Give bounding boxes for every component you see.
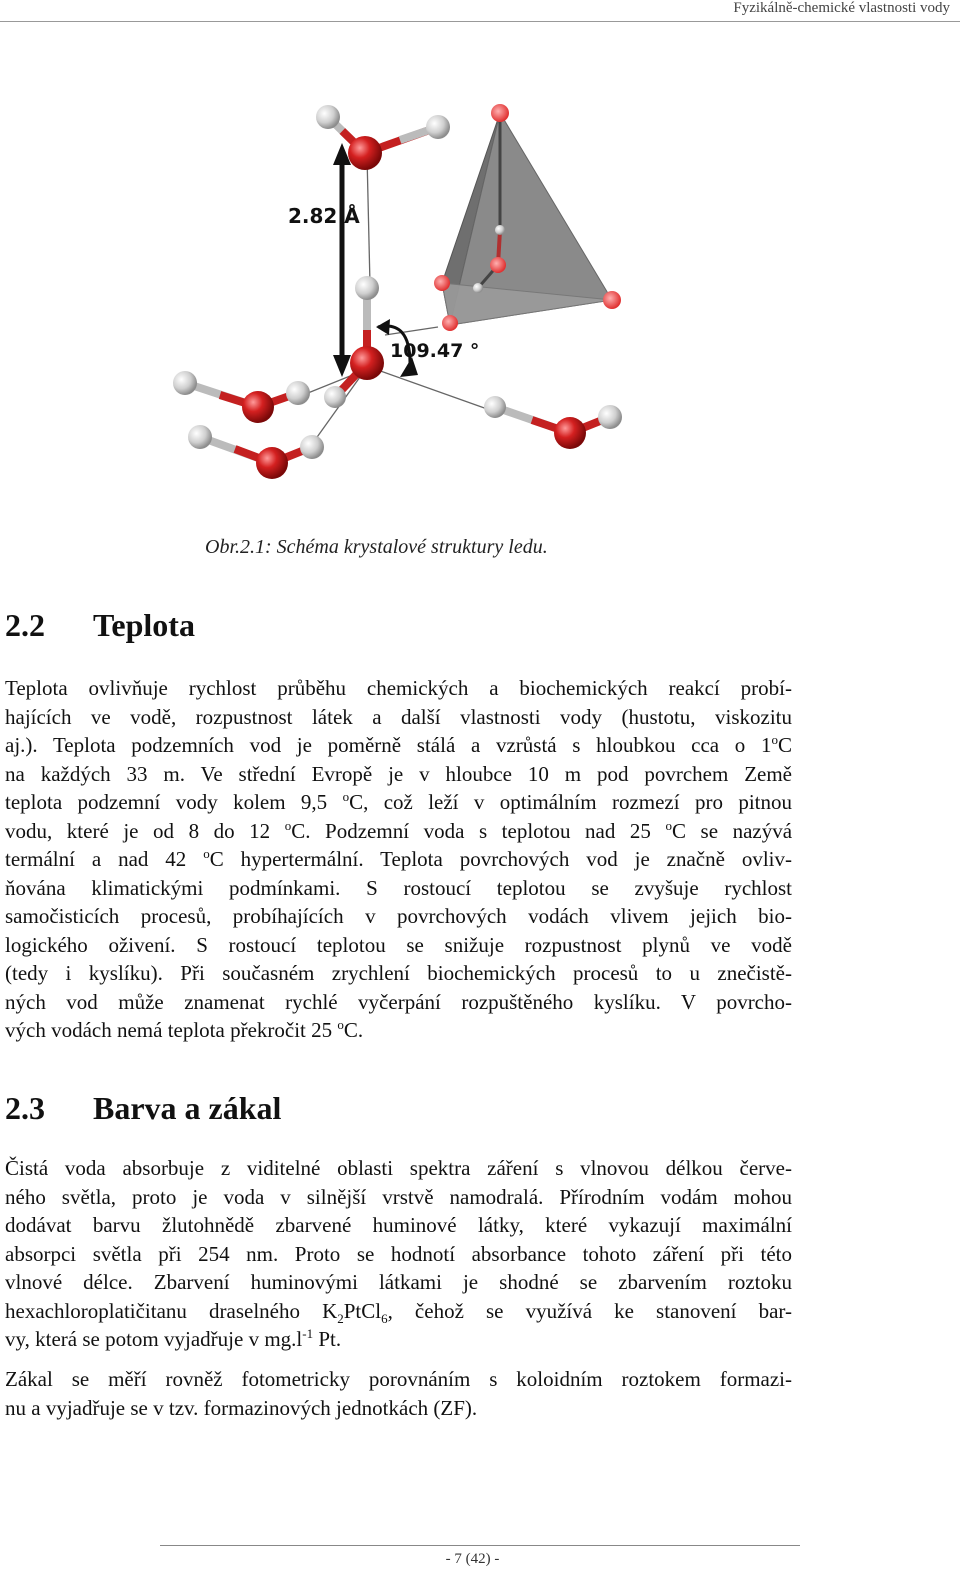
text-line: hexachloroplatičitanu draselného $K_2PtCl_6$, čehož se využívá ke stanovení bar- [5,1298,792,1326]
text-line: vy, která se potom vyjadřuje v $mg.l^{-1}$ Pt. [5,1326,342,1351]
tetrahedron [434,104,621,331]
section-number: 2.2 [5,607,45,643]
text-line: (tedy i kyslíku). Při současném zrychlení biochemických procesů to u znečistě- [5,961,792,985]
footer-rule [160,1545,800,1546]
distance-arrow [333,143,351,377]
paragraph-zakal [5,1365,792,1422]
tetra-vertex-top [491,104,509,122]
paragraph-teplota [5,674,792,1045]
text-line: vodu, které je od 8 do 12 $^o$C. Podzemní voda s teplotou nad 25 $^o$C se nazývá [5,817,793,843]
text-line: hajících ve vodě, rozpustnost látek a další vlastnosti vody (hustotu, viskozitu [5,704,792,729]
section-title: Barva a zákal [93,1090,282,1126]
section-title: Teplota [93,607,195,643]
text-line: vých vodách nemá teplota překročit 25 $^o$C. [5,1017,364,1042]
text-line: Teplota ovlivňuje rychlost průběhu chemických a biochemických reakcí probí- [5,676,792,700]
tetra-vertex-right [603,291,621,309]
text-line: logického oživení. S rostoucí teplotou se snižuje rozpustnost plynů ve vodě [5,932,792,957]
section-heading-2-3 [5,1090,281,1127]
water-molecule-left-lower [188,425,324,479]
angle-label: 109.47 ° [390,340,480,362]
page-number: - 7 (42) - [445,1551,500,1567]
text-line: Čistá voda absorbuje z viditelné oblasti spektra záření s vlnovou délkou červe- [5,1156,792,1180]
text-line: dodávat barvu žlutohnědě zbarvené huminové látky, které vykazují maximální [5,1213,792,1237]
running-header: Fyzikálně-chemické vlastnosti vody [733,0,950,16]
paragraph-barva [5,1154,792,1354]
text-line: na každých 33 m. Ve střední Evropě je v hloubce 10 m pod povrchem Země [5,761,792,786]
water-molecule-left-upper [173,371,310,423]
text-line: Zákal se měří rovněž fotometricky porovnáním s koloidním roztokem formazi- [5,1367,792,1391]
text-line: ného světla, proto je voda v silnější vrstvě namodralá. Přírodním vodám mohou [5,1184,792,1209]
section-number: 2.3 [5,1090,45,1126]
water-molecule-center [324,276,384,408]
tetra-vertex-left [434,275,450,291]
text-line: ňována klimatickými podmínkami. S rostoucí teplotou se zvyšuje rychlost [5,875,792,900]
text-line: aj.). Teplota podzemních vod je poměrně stálá a vzrůstá s hloubkou cca o 1$^o$C [5,732,792,757]
text-line: termální a nad 42 $^o$C hypertermální. Teplota povrchových vod je značně ovliv- [5,846,792,871]
text-line: ných vod může znamenat rychlé vyčerpání rozpuštěného kyslíku. V povrcho- [5,989,792,1014]
text-line: vlnové délce. Zbarvení huminovými látkami je shodné se zbarvením roztoku [5,1270,792,1294]
header-rule [0,21,960,22]
water-molecule-right [484,396,622,449]
figure-caption: Obr.2.1: Schéma krystalové struktury ledu. [205,536,548,558]
text-line: nu a vyjadřuje se v tzv. formazinových jednotkách (ZF). [5,1395,478,1420]
ice-structure-figure [160,95,660,495]
distance-label: 2.82 Å [288,204,360,228]
text-line: samočisticích procesů, probíhajících v povrchových vodách vlivem jejich bio- [5,904,792,928]
text-line: teplota podzemní vody kolem 9,5 $^o$C, což leží v optimálním rozmezí pro pitnou [5,789,792,814]
tetra-vertex-front [442,315,458,331]
text-line: absorpci světla při 254 nm. Proto se hodnotí absorbance tohoto záření při této [5,1241,792,1266]
section-heading-2-2 [5,607,195,644]
